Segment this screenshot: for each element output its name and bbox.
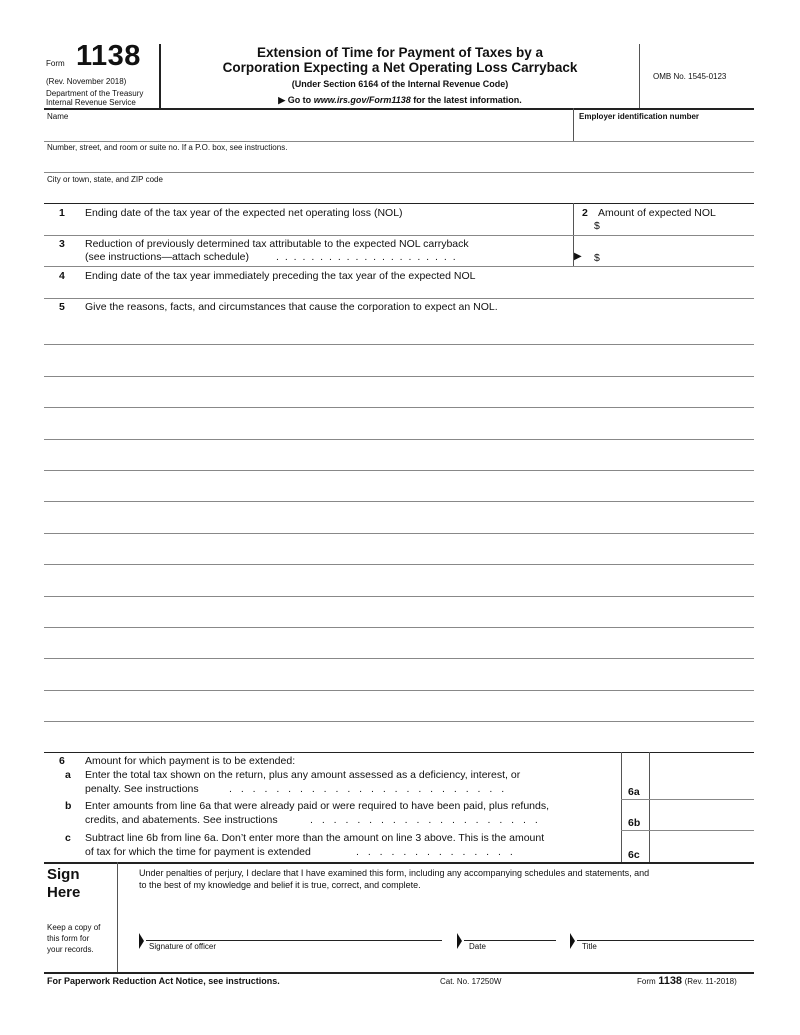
signature-line (146, 940, 442, 941)
line5-label: Give the reasons, facts, and circumstances that cause the corporation to expect an NOL. (85, 301, 498, 313)
ein-label: Employer identification number (579, 112, 700, 121)
city-input[interactable] (46, 184, 752, 204)
sign-title: Sign (47, 866, 80, 883)
line6a-label-2: penalty. See instructions (85, 783, 199, 795)
line3-arrow-icon: ▶ (574, 251, 582, 262)
footer-form-number: 1138 (658, 975, 683, 987)
line2-dollar: $ (594, 220, 600, 232)
ein-input[interactable] (578, 120, 753, 140)
line6-boxlabel-divider-left (621, 752, 622, 862)
header-rule (44, 108, 754, 110)
catalog-number: Cat. No. 17250W (440, 977, 502, 986)
header-divider-right (639, 44, 640, 108)
goto-suffix: for the latest information. (410, 95, 522, 105)
line1-label: Ending date of the tax year of the expected net operating loss (NOL) (85, 207, 403, 219)
perjury-declaration-2: to the best of my knowledge and belief it is true, correct, and complete. (139, 880, 421, 890)
perjury-declaration-1: Under penalties of perjury, I declare that I have examined this form, including any accompanying schedules and statements, and (139, 868, 650, 878)
sign-divider (117, 862, 118, 972)
address-input[interactable] (46, 152, 752, 172)
line3-label-1: Reduction of previously determined tax attributable to the expected NOL carryback (85, 238, 469, 250)
line5-writing-rule (44, 439, 754, 440)
line4-number: 4 (59, 270, 65, 282)
line6b-box-label: 6b (628, 817, 641, 829)
form-subtitle: (Under Section 6164 of the Internal Revenue Code) (291, 79, 509, 89)
line6b-input[interactable] (651, 812, 753, 830)
line2-number: 2 (582, 207, 588, 219)
keep-copy-note-3: your records. (47, 945, 94, 954)
keep-copy-note-2: this form for (47, 934, 90, 943)
name-label: Name (47, 112, 69, 121)
line4-rule (44, 298, 754, 299)
line6c-label-2: of tax for which the time for payment is extended (85, 846, 311, 858)
city-label: City or town, state, and ZIP code (47, 175, 163, 184)
agency: Internal Revenue Service (46, 98, 136, 107)
line6-number: 6 (59, 755, 65, 767)
line6-boxlabel-divider-right (649, 752, 650, 862)
date-input[interactable] (464, 918, 556, 940)
line2-input[interactable] (603, 218, 753, 233)
line6a-input[interactable] (651, 781, 753, 799)
header-divider-left (159, 44, 161, 108)
line6b-letter: b (65, 800, 72, 812)
line6c-box-label: 6c (628, 849, 640, 861)
sign-arrow-icon (139, 933, 144, 949)
footer-form-id (637, 975, 737, 987)
sign-bottom-rule (44, 972, 754, 974)
line5-writing-rule (44, 690, 754, 691)
form-number: 1138 (76, 40, 141, 72)
address-rule (44, 172, 754, 173)
line6b-label-2: credits, and abatements. See instructions (85, 814, 278, 826)
line5-writing-rule (44, 658, 754, 659)
name-ein-divider (573, 108, 574, 141)
line3-input[interactable] (603, 248, 753, 265)
line5-writing-rule (44, 627, 754, 628)
line6a-letter: a (65, 769, 71, 781)
line6a-rule (621, 799, 754, 800)
footer-form-word: Form (637, 977, 656, 986)
line5-writing-rule (44, 344, 754, 345)
line3-dollar: $ (594, 252, 600, 264)
date-arrow-icon (457, 933, 462, 949)
line3-rule (44, 266, 754, 267)
name-rule (44, 141, 754, 142)
form-word: Form (46, 59, 65, 68)
line3-label-2: (see instructions—attach schedule) (85, 251, 249, 263)
line3-number: 3 (59, 238, 65, 250)
line5-writing-rule (44, 596, 754, 597)
line6b-leader-dots: . . . . . . . . . . . . . . . . . . . . (310, 814, 541, 826)
line5-number: 5 (59, 301, 65, 313)
line6c-letter: c (65, 832, 71, 844)
line5-writing-rule (44, 376, 754, 377)
address-label: Number, street, and room or suite no. If a P.O. box, see instructions. (47, 143, 288, 152)
footer-revision: (Rev. 11-2018) (684, 977, 737, 986)
title-input[interactable] (577, 918, 754, 940)
line5-bottom-rule (44, 752, 754, 753)
line6-label: Amount for which payment is to be extended: (85, 755, 296, 767)
date-line (464, 940, 556, 941)
line5-writing-rule (44, 533, 754, 534)
omb-number: OMB No. 1545-0123 (653, 72, 727, 81)
line5-writing-rule (44, 470, 754, 471)
form-title-line1: Extension of Time for Payment of Taxes by a (256, 45, 544, 60)
revision-date: (Rev. November 2018) (46, 77, 127, 86)
line1-input[interactable] (450, 205, 570, 233)
line6a-box-label: 6a (628, 786, 640, 798)
title-line (577, 940, 754, 941)
line5-writing-rule (44, 721, 754, 722)
line6a-label-1: Enter the total tax shown on the return, plus any amount assessed as a deficiency, interest, or (85, 769, 521, 781)
irs-url-link[interactable]: www.irs.gov/Form1138 (313, 95, 411, 105)
signature-label: Signature of officer (149, 942, 217, 951)
sign-title-here: Here (47, 884, 81, 901)
line5-writing-rule (44, 407, 754, 408)
title-label: Title (582, 942, 597, 951)
line1-number: 1 (59, 207, 65, 219)
date-label: Date (469, 942, 486, 951)
line5-writing-rule (44, 564, 754, 565)
line4-input[interactable] (46, 283, 752, 297)
title-arrow-icon (570, 933, 575, 949)
line4-label: Ending date of the tax year immediately preceding the tax year of the expected NOL (85, 270, 476, 282)
irs-link-line (163, 95, 637, 106)
line2-label: Amount of expected NOL (598, 207, 716, 219)
signature-input[interactable] (146, 918, 442, 940)
goto-prefix: ▶ Go to (278, 95, 314, 105)
line6-bottom-rule (44, 862, 754, 864)
line6c-leader-dots: . . . . . . . . . . . . . . (356, 846, 516, 858)
paperwork-notice: For Paperwork Reduction Act Notice, see instructions. (47, 976, 280, 986)
line6c-input[interactable] (651, 843, 753, 861)
line6b-label-1: Enter amounts from line 6a that were already paid or were required to have been paid, plus refunds, (85, 800, 550, 812)
line6c-label-1: Subtract line 6b from line 6a. Don’t enter more than the amount on line 3 above. This is the amount (85, 832, 545, 844)
keep-copy-note-1: Keep a copy of (47, 923, 101, 932)
name-input[interactable] (46, 120, 570, 140)
line3-leader-dots: . . . . . . . . . . . . . . . . . . . . . (276, 251, 458, 263)
form-title-line2: Corporation Expecting a Net Operating Loss Carryback (222, 60, 578, 75)
line6b-rule (621, 830, 754, 831)
department: Department of the Treasury (46, 89, 144, 98)
line6a-leader-dots: . . . . . . . . . . . . . . . . . . . . . . . . (229, 783, 508, 795)
city-rule (44, 203, 754, 204)
line1-rule (44, 235, 754, 236)
line5-writing-rule (44, 501, 754, 502)
